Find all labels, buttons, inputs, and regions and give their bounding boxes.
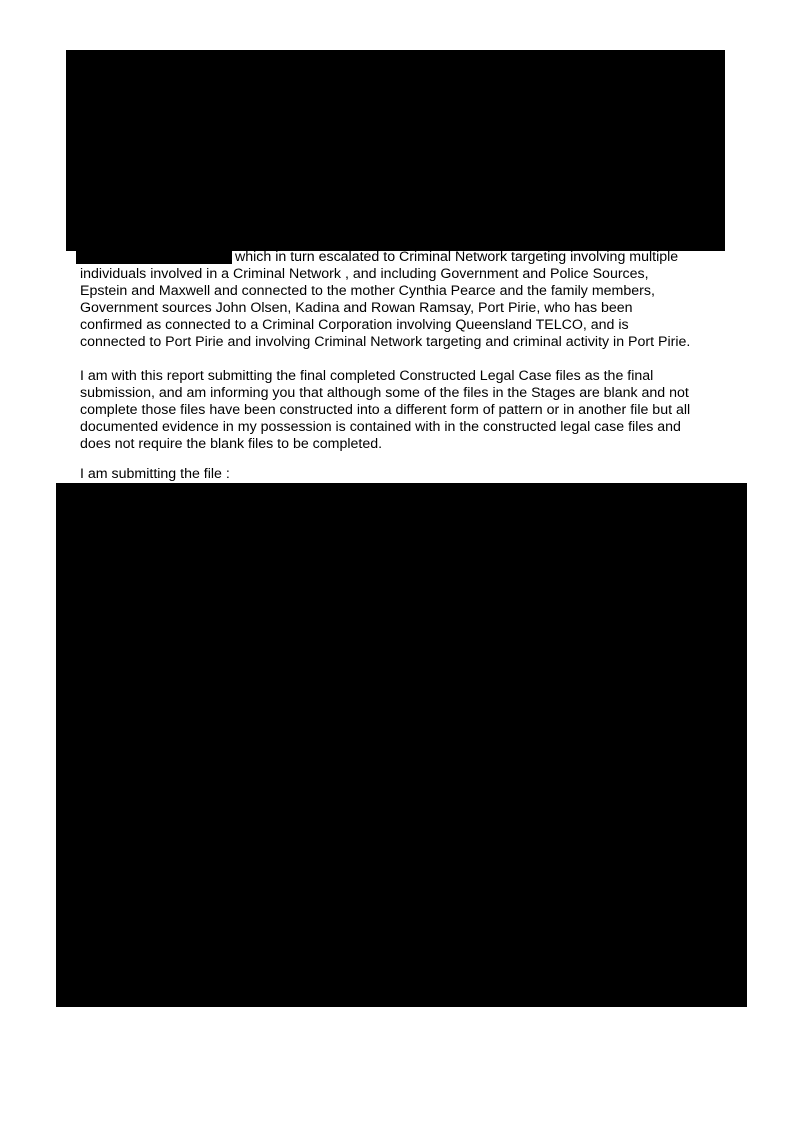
text-line: submission, and am informing you that although some of the files in the Stages are blank and not [80,385,689,401]
text-line: complete those files have been constructed into a different form of pattern or in another file but all [80,402,691,418]
paragraph-submission [80,368,740,453]
paragraph-submitting-file [80,466,740,483]
redaction-block-inline [76,248,232,264]
paragraph-criminal-network [80,249,740,351]
text-line: I am with this report submitting the final completed Constructed Legal Case files as the final [80,368,654,384]
text-line: Government sources John Olsen, Kadina and Rowan Ramsay, Port Pirie, who has been [80,300,633,316]
text-line: Epstein and Maxwell and connected to the mother Cynthia Pearce and the family members, [80,283,655,299]
text-line: which in turn escalated to Criminal Network targeting involving multiple [235,249,679,265]
text-line: individuals involved in a Criminal Network , and including Government and Police Sources, [80,266,649,282]
text-line: documented evidence in my possession is contained with in the constructed legal case files and [80,419,681,435]
redaction-block-bottom [56,483,747,1007]
text-line: does not require the blank files to be completed. [80,436,383,452]
redaction-block-top [66,50,725,251]
text-line: confirmed as connected to a Criminal Corporation involving Queensland TELCO, and is [80,317,629,333]
text-line: connected to Port Pirie and involving Criminal Network targeting and criminal activity in Port Pirie. [80,334,691,350]
text-line: I am submitting the file : [80,466,230,482]
